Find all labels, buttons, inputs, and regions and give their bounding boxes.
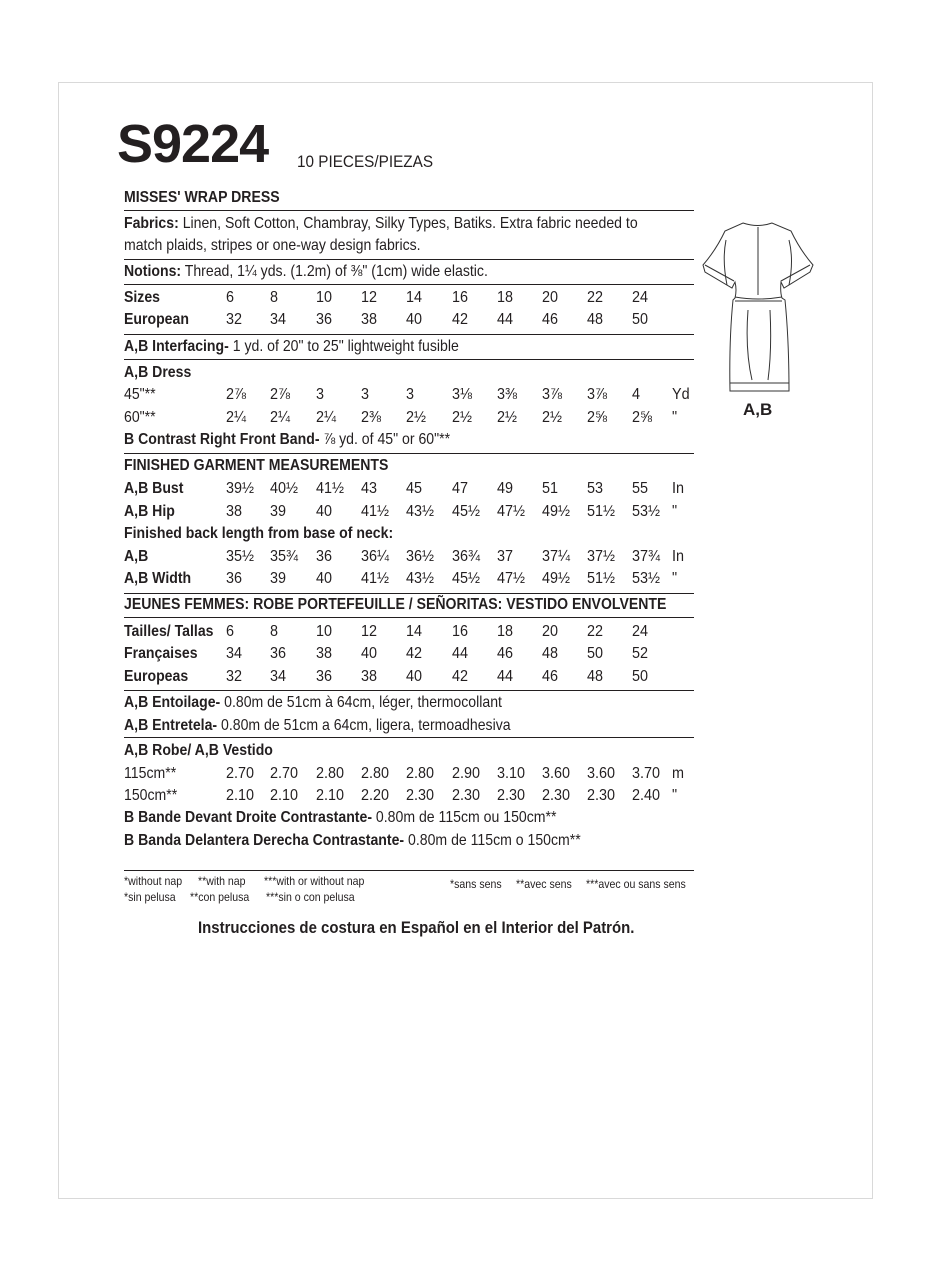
- dress-45-row: [124, 384, 694, 406]
- cell-value: 50: [632, 668, 649, 685]
- cell-value: 44: [497, 668, 514, 685]
- cell-value: 8: [270, 289, 279, 306]
- robe-115-row: [124, 763, 694, 785]
- notions-text: Thread, 1¼ yds. (1.2m) of ⅜" (1cm) wide elastic.: [181, 263, 488, 280]
- cell-value: 37½: [587, 548, 616, 565]
- cell-value: 42: [452, 668, 469, 685]
- unit-label: In: [672, 548, 685, 565]
- cell-value: 43½: [406, 503, 435, 520]
- notions: [124, 261, 694, 283]
- cell-value: 45: [406, 480, 423, 497]
- hip-row: [124, 501, 694, 523]
- cell-value: 2.20: [361, 787, 390, 804]
- cell-value: 3⅞: [587, 386, 608, 403]
- cell-value: 24: [632, 623, 649, 640]
- cell-value: 51: [542, 480, 559, 497]
- cell-value: 42: [406, 645, 423, 662]
- view-label: A,B: [743, 400, 773, 419]
- cell-value: 55: [632, 480, 649, 497]
- footnote-es-1: *sin pelusa: [124, 890, 176, 904]
- cell-value: 20: [542, 289, 559, 306]
- cell-value: 34: [270, 311, 287, 328]
- europeas-row: [124, 666, 694, 688]
- footnote-en-2: **with nap: [198, 874, 246, 888]
- cell-value: 6: [226, 289, 235, 306]
- jeunes-heading: [124, 594, 694, 616]
- cell-value: 40: [406, 668, 423, 685]
- cell-value: 2½: [406, 409, 427, 426]
- unit-label: Yd: [672, 386, 690, 403]
- cell-value: 2.30: [452, 787, 481, 804]
- cell-value: 47: [452, 480, 469, 497]
- cell-value: 2⅜: [361, 409, 382, 426]
- banda-label: B Banda Delantera Derecha Contrastante-: [124, 832, 405, 849]
- cell-value: 22: [587, 623, 604, 640]
- bande-text: 0.80m de 115cm ou 150cm**: [372, 809, 557, 826]
- divider: [124, 284, 694, 285]
- cell-value: 37¾: [632, 548, 661, 565]
- divider: [124, 690, 694, 691]
- row-label: Europeas: [124, 668, 189, 685]
- finished-heading: [124, 455, 694, 477]
- cell-value: 45½: [452, 570, 481, 587]
- cell-value: 41½: [361, 570, 390, 587]
- cell-value: 35½: [226, 548, 255, 565]
- row-label: Françaises: [124, 645, 198, 662]
- fabrics: [124, 213, 694, 235]
- cell-value: 40: [316, 503, 333, 520]
- footnote-en-1: *without nap: [124, 874, 183, 888]
- cell-value: 44: [497, 311, 514, 328]
- cell-value: 3: [316, 386, 325, 403]
- divider: [124, 870, 694, 871]
- band-text: ⅞ yd. of 45" or 60"**: [319, 431, 451, 448]
- cell-value: 36¾: [452, 548, 481, 565]
- row-label: A,B Bust: [124, 480, 184, 497]
- cell-value: 36¼: [361, 548, 390, 565]
- cell-value: 2.30: [587, 787, 616, 804]
- finished-heading-text: FINISHED GARMENT MEASUREMENTS: [124, 457, 389, 474]
- cell-value: 3.60: [542, 765, 571, 782]
- footnote-fr-2: **avec sens: [516, 877, 572, 891]
- cell-value: 49½: [542, 503, 571, 520]
- footnote-en-3: ***with or without nap: [264, 874, 365, 888]
- divider: [124, 617, 694, 618]
- cell-value: 41½: [361, 503, 390, 520]
- unit-label: ": [672, 570, 678, 587]
- row-label: A,B Width: [124, 570, 192, 587]
- cell-value: 32: [226, 311, 243, 328]
- fabrics-label: Fabrics:: [124, 215, 179, 232]
- cell-value: 36: [226, 570, 243, 587]
- cell-value: 34: [270, 668, 287, 685]
- cell-value: 38: [226, 503, 243, 520]
- fabrics-cont: [124, 235, 694, 257]
- dress-label: A,B Dress: [124, 364, 192, 381]
- cell-value: 2⅞: [226, 386, 247, 403]
- row-label: 150cm**: [124, 787, 178, 804]
- cell-value: 16: [452, 289, 469, 306]
- cell-value: 46: [497, 645, 514, 662]
- cell-value: 53½: [632, 503, 661, 520]
- cell-value: 2.90: [452, 765, 481, 782]
- title: [124, 187, 694, 209]
- cell-value: 10: [316, 623, 333, 640]
- entretela-label: A,B Entretela-: [124, 717, 218, 734]
- cell-value: 38: [316, 645, 333, 662]
- row-label: A,B Hip: [124, 503, 175, 520]
- entoilage-text: 0.80m de 51cm à 64cm, léger, thermocollant: [220, 694, 502, 711]
- cell-value: 39: [270, 503, 287, 520]
- dress-illustration: [695, 215, 825, 400]
- divider: [124, 334, 694, 335]
- cell-value: 3: [406, 386, 415, 403]
- cell-value: 3.70: [632, 765, 661, 782]
- cell-value: 2.80: [406, 765, 435, 782]
- jeunes-text: JEUNES FEMMES: ROBE PORTEFEUILLE / SEÑORITAS: VESTIDO ENVOLVENTE: [124, 596, 667, 613]
- cell-value: 2⅞: [270, 386, 291, 403]
- cell-value: 46: [542, 668, 559, 685]
- cell-value: 36: [316, 668, 333, 685]
- cell-value: 3.60: [587, 765, 616, 782]
- cell-value: 2¼: [226, 409, 247, 426]
- dress-60-row: [124, 407, 694, 429]
- cell-value: 37: [497, 548, 514, 565]
- banda: [124, 830, 694, 852]
- robe-label: A,B Robe/ A,B Vestido: [124, 742, 273, 759]
- footnote-fr-1: *sans sens: [450, 877, 502, 891]
- cell-value: 40: [406, 311, 423, 328]
- cell-value: 10: [316, 289, 333, 306]
- cell-value: 36: [270, 645, 287, 662]
- fabrics-text-2: match plaids, stripes or one-way design fabrics.: [124, 237, 421, 254]
- entretela: [124, 715, 694, 737]
- cell-value: 2.70: [270, 765, 299, 782]
- cell-value: 36: [316, 548, 333, 565]
- divider: [124, 210, 694, 211]
- cell-value: 45½: [452, 503, 481, 520]
- cell-value: 43½: [406, 570, 435, 587]
- cell-value: 12: [361, 623, 378, 640]
- cell-value: 18: [497, 289, 514, 306]
- european-row: [124, 309, 694, 331]
- cell-value: 3.10: [497, 765, 526, 782]
- row-label: A,B: [124, 548, 149, 565]
- cell-value: 6: [226, 623, 235, 640]
- cell-value: 2½: [542, 409, 563, 426]
- robe-150-row: [124, 785, 694, 807]
- robe-heading: [124, 740, 694, 762]
- cell-value: 2.10: [270, 787, 299, 804]
- cell-value: 36½: [406, 548, 435, 565]
- cell-value: 50: [587, 645, 604, 662]
- cell-value: 3⅛: [452, 386, 473, 403]
- tailles-row: [124, 621, 694, 643]
- francaises-row: [124, 643, 694, 665]
- cell-value: 8: [270, 623, 279, 640]
- entoilage: [124, 692, 694, 714]
- cell-value: 22: [587, 289, 604, 306]
- cell-value: 41½: [316, 480, 345, 497]
- cell-value: 16: [452, 623, 469, 640]
- cell-value: 3⅜: [497, 386, 518, 403]
- cell-value: 49½: [542, 570, 571, 587]
- cell-value: 2.30: [542, 787, 571, 804]
- footnote-es-2: **con pelusa: [190, 890, 250, 904]
- pattern-number: S9224: [117, 114, 269, 174]
- notions-label: Notions:: [124, 263, 182, 280]
- sizes-row: [124, 287, 694, 309]
- divider: [124, 737, 694, 738]
- cell-value: 2.40: [632, 787, 661, 804]
- unit-label: In: [672, 480, 685, 497]
- cell-value: 3: [361, 386, 370, 403]
- cell-value: 50: [632, 311, 649, 328]
- fabrics-text: Linen, Soft Cotton, Chambray, Silky Types, Batiks. Extra fabric needed to: [178, 215, 638, 232]
- cell-value: 43: [361, 480, 378, 497]
- unit-label: ": [672, 787, 678, 804]
- cell-value: 2.80: [361, 765, 390, 782]
- cell-value: 2.80: [316, 765, 345, 782]
- unit-label: m: [672, 765, 684, 782]
- cell-value: 2½: [497, 409, 518, 426]
- footnote-fr-3: ***avec ou sans sens: [586, 877, 686, 891]
- title-text: MISSES' WRAP DRESS: [124, 189, 280, 206]
- unit-label: ": [672, 503, 678, 520]
- cell-value: 32: [226, 668, 243, 685]
- cell-value: 2⅝: [632, 409, 653, 426]
- divider: [124, 259, 694, 260]
- cell-value: 2.70: [226, 765, 255, 782]
- spanish-instructions-note: Instrucciones de costura en Español en el Interior del Patrón.: [198, 918, 635, 937]
- cell-value: 39½: [226, 480, 255, 497]
- band: [124, 429, 694, 451]
- cell-value: 48: [587, 668, 604, 685]
- entretela-text: 0.80m de 51cm a 64cm, ligera, termoadhesiva: [217, 717, 511, 734]
- cell-value: 2.30: [497, 787, 526, 804]
- cell-value: 2.10: [226, 787, 255, 804]
- cell-value: 24: [632, 289, 649, 306]
- cell-value: 2⅝: [587, 409, 608, 426]
- row-label: 60"**: [124, 409, 156, 426]
- cell-value: 37¼: [542, 548, 571, 565]
- cell-value: 46: [542, 311, 559, 328]
- cell-value: 2.10: [316, 787, 345, 804]
- cell-value: 20: [542, 623, 559, 640]
- cell-value: 47½: [497, 503, 526, 520]
- cell-value: 52: [632, 645, 649, 662]
- cell-value: 51½: [587, 570, 616, 587]
- back-length-text: Finished back length from base of neck:: [124, 525, 394, 542]
- banda-text: 0.80m de 115cm o 150cm**: [404, 832, 581, 849]
- pieces-count: 10 PIECES/PIEZAS: [297, 152, 434, 171]
- cell-value: 47½: [497, 570, 526, 587]
- cell-value: 12: [361, 289, 378, 306]
- footnote-es-3: ***sin o con pelusa: [266, 890, 355, 904]
- unit-label: ": [672, 409, 678, 426]
- bust-row: [124, 478, 694, 500]
- cell-value: 51½: [587, 503, 616, 520]
- cell-value: 44: [452, 645, 469, 662]
- cell-value: 2¼: [270, 409, 291, 426]
- row-label: 115cm**: [124, 765, 177, 782]
- bande-label: B Bande Devant Droite Contrastante-: [124, 809, 373, 826]
- row-label: European: [124, 311, 189, 328]
- band-label: B Contrast Right Front Band-: [124, 431, 320, 448]
- cell-value: 36: [316, 311, 333, 328]
- row-label: 45"**: [124, 386, 156, 403]
- bande: [124, 807, 694, 829]
- cell-value: 48: [587, 311, 604, 328]
- cell-value: 2½: [452, 409, 473, 426]
- interfacing: [124, 336, 694, 358]
- cell-value: 14: [406, 623, 423, 640]
- cell-value: 40: [316, 570, 333, 587]
- back-length-heading: [124, 523, 694, 545]
- cell-value: 38: [361, 668, 378, 685]
- cell-value: 40: [361, 645, 378, 662]
- cell-value: 39: [270, 570, 287, 587]
- cell-value: 49: [497, 480, 514, 497]
- dress-heading: [124, 362, 694, 384]
- divider: [124, 453, 694, 454]
- cell-value: 42: [452, 311, 469, 328]
- cell-value: 14: [406, 289, 423, 306]
- divider: [124, 359, 694, 360]
- interfacing-text: 1 yd. of 20" to 25" lightweight fusible: [228, 338, 459, 355]
- entoilage-label: A,B Entoilage-: [124, 694, 221, 711]
- row-label: Sizes: [124, 289, 161, 306]
- cell-value: 4: [632, 386, 641, 403]
- cell-value: 34: [226, 645, 243, 662]
- cell-value: 2¼: [316, 409, 337, 426]
- cell-value: 3⅞: [542, 386, 563, 403]
- cell-value: 18: [497, 623, 514, 640]
- cell-value: 2.30: [406, 787, 435, 804]
- width-row: [124, 568, 694, 590]
- cell-value: 38: [361, 311, 378, 328]
- cell-value: 48: [542, 645, 559, 662]
- cell-value: 53½: [632, 570, 661, 587]
- interfacing-label: A,B Interfacing-: [124, 338, 229, 355]
- row-label: Tailles/ Tallas: [124, 623, 214, 640]
- back-length-row: [124, 546, 694, 568]
- cell-value: 40½: [270, 480, 299, 497]
- cell-value: 53: [587, 480, 604, 497]
- cell-value: 35¾: [270, 548, 299, 565]
